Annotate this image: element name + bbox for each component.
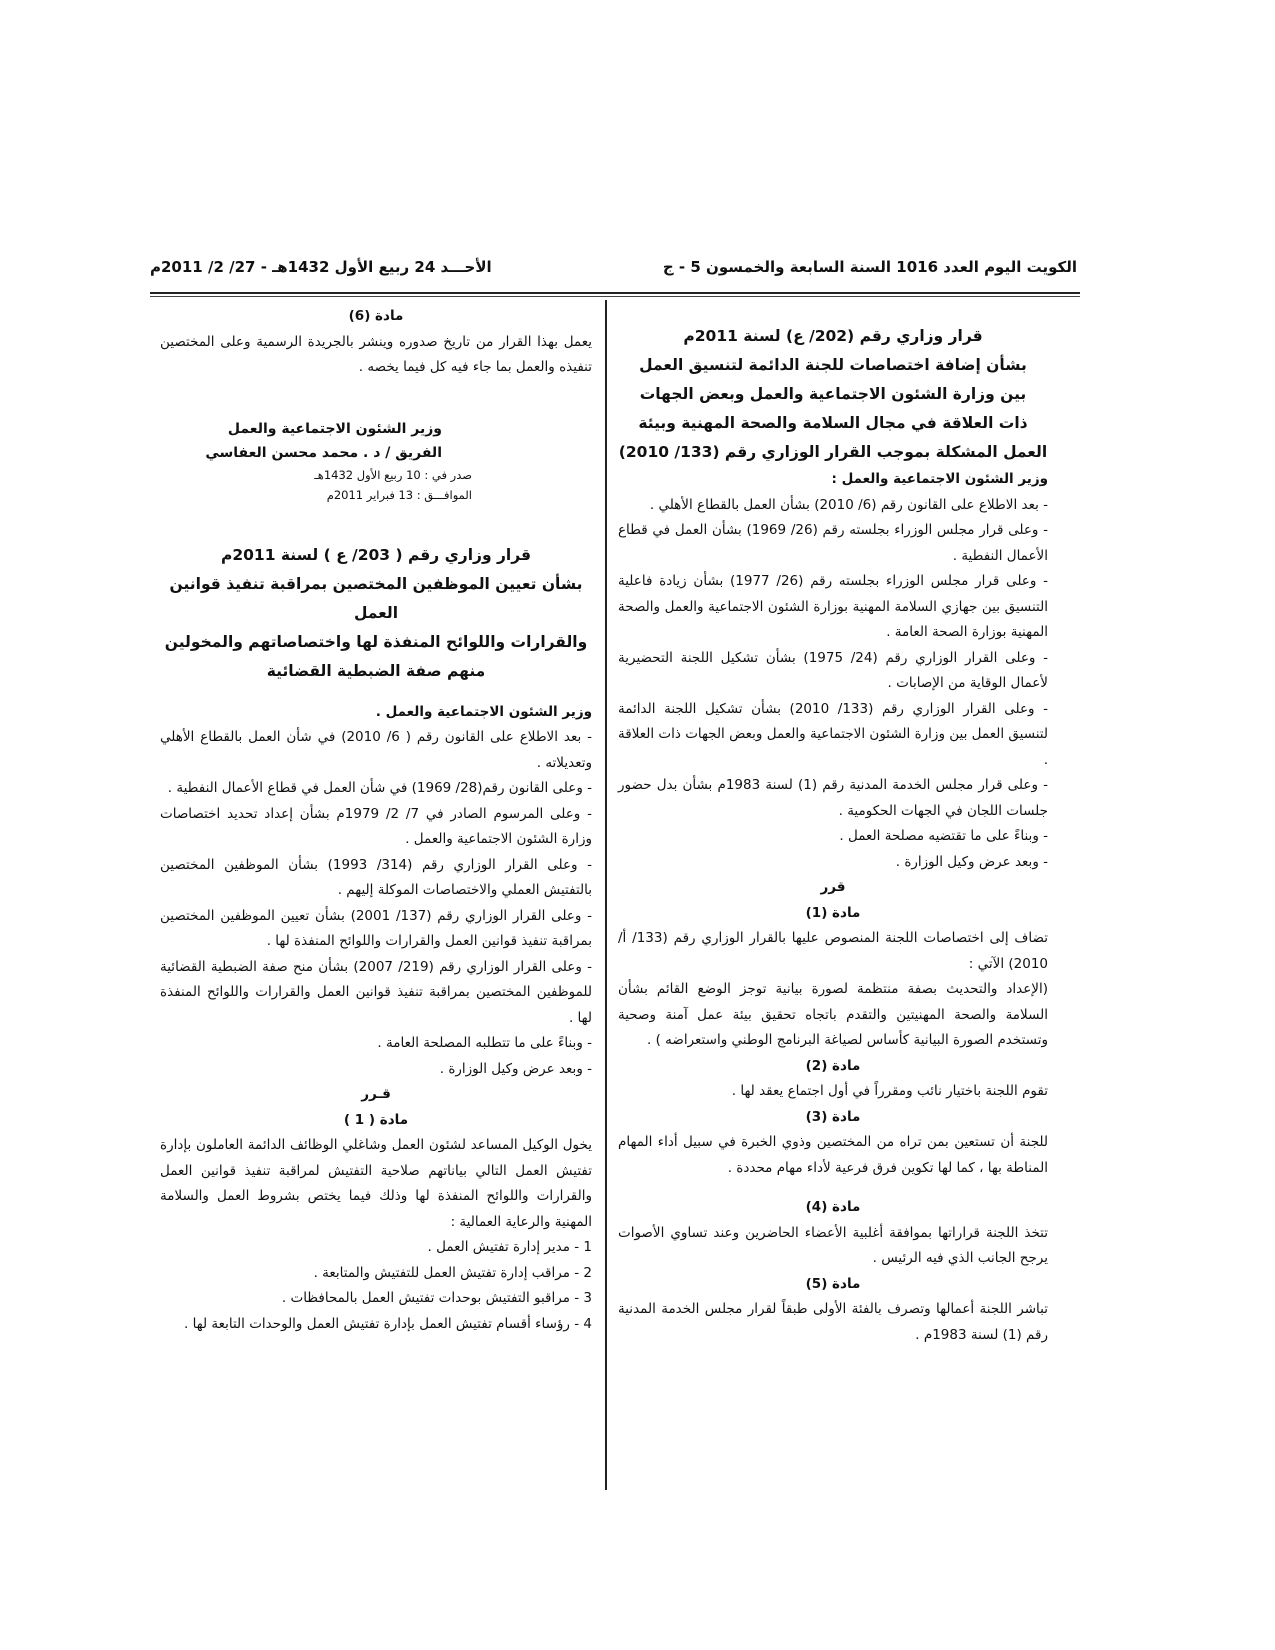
article-text: للجنة أن تستعين بمن تراه من المختصين وذوي الخبرة في سبيل أداء المهام المناطة بها ، كما لها تكوين فرق فرعية لأداء مهام محددة . [618,1134,1048,1176]
preamble-item: - وبناءً على ما تتطلبه المصلحة العامة . [377,1035,592,1051]
decision-203-column [160,304,592,1337]
article-6-heading: مادة (6) [348,308,404,324]
list-item: 3 - مراقبو التفتيش بوحدات تفتيش العمل بالمحافظات . [281,1290,592,1306]
spacer [160,381,592,417]
decision-202-subtitle-line: بين وزارة الشئون الاجتماعية والعمل وبعض الجهات [639,385,1027,403]
preamble-item: - بعد الاطلاع على القانون رقم (6/ 2010) بشأن العمل بالقطاع الأهلي . [649,496,1048,513]
preamble-item: - وعلى القرار الوزاري رقم (133/ 2010) بشأن تشكيل اللجنة الدائمة لتنسيق العمل بين وزارة الشئون الاجتماعية والعمل وبعض الجهات ذات العلاقة . [618,700,1048,768]
article-text: (الإعداد والتحديث بصفة منتظمة لصورة بيانية توجز الوضع القائم بشأن السلامة والصحة المهنيتين والتقدم باتجاه تحقيق بيئة عمل آمنة وصحية وتستخدم الصورة البيانية كأساس لصياغة البرنامج الوطني واستعراضه ) . [618,981,1048,1048]
issued-date: صدر في : 10 ربيع الأول 1432هـ [314,467,472,482]
decision-202-column [618,322,1048,1348]
decision-202-minister: وزير الشئون الاجتماعية والعمل : [831,471,1048,487]
article-heading: مادة ( 1 ) [343,1111,409,1128]
preamble-item: - وبعد عرض وكيل الوزارة . [439,1060,592,1077]
header-issue: الكويت اليوم العدد 1016 السنة السابعة والخمسون 5 - ج [662,258,1077,276]
article-heading: مادة (3) [805,1108,861,1125]
article-text: تتخذ اللجنة قراراتها بموافقة أغلبية الأعضاء الحاضرين وعند تساوي الأصوات يرجح الجانب الذي فيه الرئيس . [618,1224,1048,1266]
decision-203-subtitle-line: بشأن تعيين الموظفين المختصين بمراقبة تنفيذ قوانين العمل [169,574,583,622]
preamble-item: - وعلى القرار الوزاري رقم (219/ 2007) بشأن منح صفة الضبطية القضائية للموظفين المختصين بمراقبة تنفيذ قوانين العمل والقرارات واللوائح المنفذة لها . [160,958,592,1026]
preamble-item: - وبناءً على ما تقتضيه مصلحة العمل . [839,828,1048,844]
header-rule-thin [150,296,1080,297]
preamble-item: - وبعد عرض وكيل الوزارة . [895,853,1048,870]
article-text: تقوم اللجنة باختيار نائب ومقرراً في أول اجتماع يعقد لها . [731,1083,1048,1099]
article-heading: مادة (1) [805,904,861,921]
decision-202-subtitle-line: ذات العلاقة في مجال السلامة والصحة المهنية وبيئة [638,414,1028,432]
article-heading: مادة (4) [805,1199,861,1215]
preamble-item: - وعلى القانون رقم(28/ 1969) في شأن العمل في قطاع الأعمال النفطية . [167,780,592,796]
header-date: الأحـــد 24 ربيع الأول 1432هـ - 27/ 2/ 2011م [150,258,492,276]
corresponding-date: الموافـــق : 13 فبراير 2011م [326,487,472,502]
list-item: 2 - مراقب إدارة تفتيش العمل للتفتيش والمتابعة . [313,1264,592,1281]
decision-203-subtitle-line: والقرارات واللوائح المنفذة لها واختصاصاتهم والمخولين [164,632,588,651]
article-6-text: يعمل بهذا القرار من تاريخ صدوره وينشر بالجريدة الرسمية وعلى المختصين تنفيذه والعمل بما جاء فيه كل فيما يخصه . [160,333,592,375]
article-heading: مادة (2) [805,1057,861,1074]
preamble-item: - وعلى قرار مجلس الوزراء بجلسته رقم (26/ 1977) بشأن زيادة فاعلية التنسيق بين جهازي السلامة المهنية بوزارة الشئون الاجتماعية والعمل والصحة المهنية بوزارة الصحة العامة . [618,573,1048,640]
article-text: تباشر اللجنة أعمالها وتصرف بالفئة الأولى طبقاً لقرار مجلس الخدمة المدنية رقم (1) لسنة 1983م . [618,1301,1048,1343]
spacer [160,686,592,700]
preamble-item: - وعلى المرسوم الصادر في 7/ 2/ 1979م بشأن إعداد تحديد اختصاصات وزارة الشئون الاجتماعية والعمل . [160,805,593,847]
article-text: يخول الوكيل المساعد لشئون العمل وشاغلي الوظائف الدائمة العاملون بإدارة تفتيش العمل التالي بياناتهم صلاحية التفتيش لمراقبة تنفيذ قوانين العمل والقرارات واللوائح المنفذة لها وذلك فيما يختص بشروط العمل والسلامة المهنية والرعاية العمالية : [160,1137,592,1230]
signature-name: الفريق / د . محمد محسن العفاسي [205,444,442,461]
column-divider [605,300,607,1490]
list-item: 4 - رؤساء أقسام تفتيش العمل بإدارة تفتيش العمل والوحدات التابعة لها . [184,1315,592,1332]
decision-202-title: قرار وزاري رقم (202/ ع) لسنة 2011م [683,327,983,345]
decision-203-minister: وزير الشئون الاجتماعية والعمل . [375,703,592,720]
decided-heading: قرر [820,879,846,895]
article-heading: مادة (5) [805,1275,861,1292]
decision-203-subtitle-line: منهم صفة الضبطية القضائية [266,661,486,680]
header-rule [150,292,1080,294]
decision-202-subtitle-line: بشأن إضافة اختصاصات للجنة الدائمة لتنسيق العمل [639,356,1027,374]
preamble-item: - وعلى القرار الوزاري رقم (24/ 1975) بشأن تشكيل اللجنة التحضيرية لأعمال الوقاية من الإصابات . [618,649,1048,691]
decision-202-subtitle-line: العمل المشكلة بموجب القرار الوزاري رقم (133/ 2010) [618,443,1048,461]
preamble-item: - وعلى قرار مجلس الخدمة المدنية رقم (1) لسنة 1983م بشأن بدل حضور جلسات اللجان في الجهات الحكومية . [618,777,1048,819]
signature-title: وزير الشئون الاجتماعية والعمل [227,420,442,437]
preamble-item: - بعد الاطلاع على القانون رقم ( 6/ 2010) في شأن العمل بالقطاع الأهلي وتعديلاته . [160,729,592,771]
spacer [618,1181,1048,1195]
preamble-item: - وعلى قرار مجلس الوزراء بجلسته رقم (26/ 1969) بشأن العمل في قطاع الأعمال النفطية . [618,522,1048,564]
preamble-item: - وعلى القرار الوزاري رقم (314/ 1993) بشأن الموظفين المختصين بالتفتيش العملي والاختصاصات الموكلة إليهم . [160,856,592,898]
spacer [160,505,592,541]
decision-203-title: قرار وزاري رقم ( 203/ ع ) لسنة 2011م [220,545,532,564]
preamble-item: - وعلى القرار الوزاري رقم (137/ 2001) بشأن تعيين الموظفين المختصين بمراقبة تنفيذ قوانين العمل والقرارات واللوائح المنفذة لها . [160,907,592,949]
decided-heading: قـرر [361,1086,391,1102]
list-item: 1 - مدير إدارة تفتيش العمل . [427,1239,592,1255]
article-text: تضاف إلى اختصاصات اللجنة المنصوص عليها بالقرار الوزاري رقم (133/ أ/ 2010) الآتي : [618,930,1049,972]
